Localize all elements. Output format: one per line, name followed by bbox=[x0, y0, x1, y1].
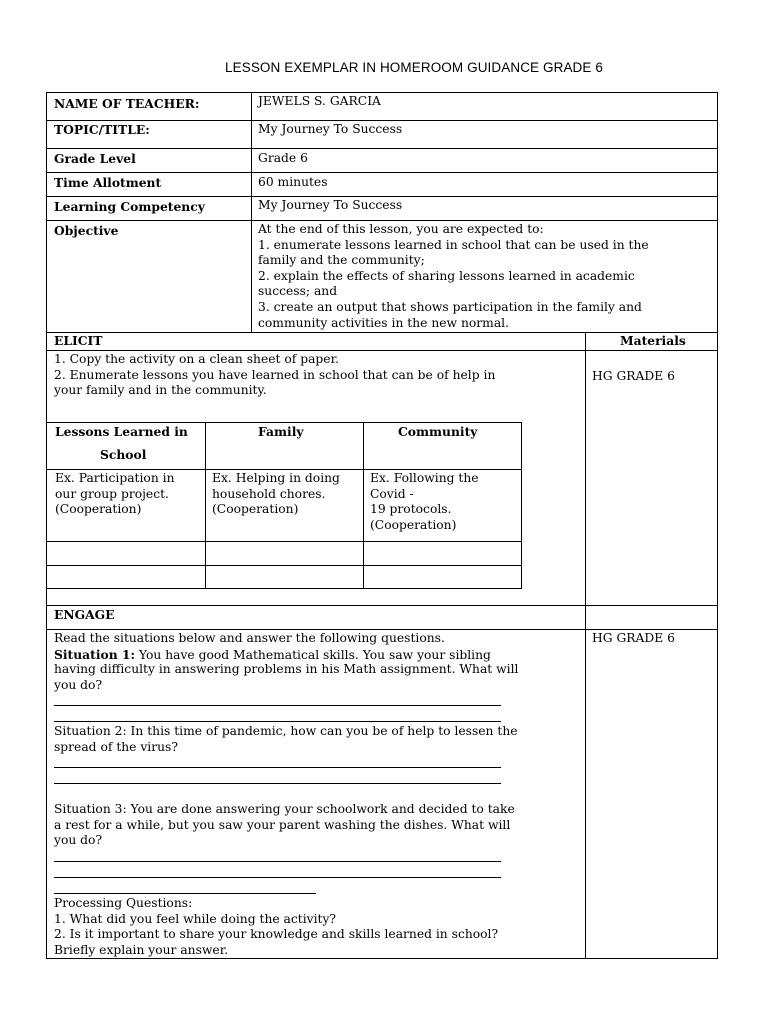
materials-col-divider bbox=[585, 332, 586, 959]
engage-materials: HG GRADE 6 bbox=[592, 631, 675, 645]
engage-header: ENGAGE bbox=[54, 607, 115, 622]
answer-line bbox=[54, 705, 501, 706]
objective-line: community activities in the new normal. bbox=[258, 315, 509, 330]
example-school: our group project. bbox=[55, 486, 169, 501]
document-title: LESSON EXEMPLAR IN HOMEROOM GUIDANCE GRADE 6 bbox=[225, 60, 603, 75]
grade-value: Grade 6 bbox=[258, 151, 308, 165]
situation-1-line: having difficulty in answering problems in his Math assignment. What will bbox=[54, 662, 519, 677]
answer-line bbox=[54, 767, 501, 768]
time-value: 60 minutes bbox=[258, 175, 328, 189]
situation-1-line: you do? bbox=[54, 677, 103, 692]
situation-3-line: Situation 3: You are done answering your schoolwork and decided to take bbox=[54, 802, 515, 816]
elicit-instruction: 1. Copy the activity on a clean sheet of paper. bbox=[54, 352, 340, 366]
answer-line bbox=[54, 893, 316, 894]
situation-1-line bbox=[54, 647, 491, 664]
activity-row-divider bbox=[46, 565, 522, 566]
header-family: Family bbox=[258, 424, 304, 439]
elicit-instruction: your family and in the community. bbox=[54, 383, 267, 398]
row-divider bbox=[46, 350, 718, 351]
materials-header: Materials bbox=[620, 333, 686, 348]
row-divider bbox=[46, 629, 718, 630]
activity-col-divider bbox=[205, 422, 206, 589]
topic-label: TOPIC/TITLE: bbox=[54, 122, 150, 137]
example-school: Ex. Participation in bbox=[55, 471, 175, 485]
row-divider bbox=[46, 196, 718, 197]
situation-1-label: Situation 1: bbox=[54, 646, 136, 662]
processing-line: Processing Questions: bbox=[54, 896, 193, 910]
situation-2-line: Situation 2: In this time of pandemic, how can you be of help to lessen the bbox=[54, 724, 518, 738]
activity-col-divider bbox=[363, 422, 364, 589]
objective-line: 3. create an output that shows participation in the family and bbox=[258, 300, 642, 314]
row-divider bbox=[46, 148, 718, 149]
topic-value: My Journey To Success bbox=[258, 122, 403, 136]
example-family: (Cooperation) bbox=[212, 502, 299, 517]
answer-line bbox=[54, 783, 501, 784]
objective-line: family and the community; bbox=[258, 253, 425, 268]
answer-line bbox=[54, 721, 501, 722]
example-family: Ex. Helping in doing bbox=[212, 471, 340, 485]
example-community: Ex. Following the bbox=[370, 471, 479, 485]
answer-line bbox=[54, 861, 501, 862]
activity-row-divider bbox=[46, 469, 522, 470]
objective-line: At the end of this lesson, you are expected to: bbox=[258, 222, 544, 236]
elicit-materials: HG GRADE 6 bbox=[592, 369, 675, 383]
processing-line: 2. Is it important to share your knowledge and skills learned in school? bbox=[54, 927, 499, 942]
info-col-divider bbox=[251, 92, 252, 333]
example-school: (Cooperation) bbox=[55, 502, 142, 517]
objective-line: 1. enumerate lessons learned in school that can be used in the bbox=[258, 237, 649, 252]
elicit-instruction: 2. Enumerate lessons you have learned in school that can be of help in bbox=[54, 367, 496, 382]
competency-label: Learning Competency bbox=[54, 199, 205, 214]
example-community: (Cooperation) bbox=[370, 517, 457, 532]
header-lessons-learned: Lessons Learned in bbox=[55, 424, 188, 439]
objective-label: Objective bbox=[54, 223, 119, 238]
competency-value: My Journey To Success bbox=[258, 198, 403, 212]
elicit-header: ELICIT bbox=[54, 333, 103, 348]
answer-line bbox=[54, 877, 501, 878]
example-family: household chores. bbox=[212, 486, 326, 501]
processing-line: Briefly explain your answer. bbox=[54, 942, 229, 957]
situation-3-line: you do? bbox=[54, 833, 103, 848]
objective-line: 2. explain the effects of sharing lessons learned in academic bbox=[258, 268, 635, 283]
engage-intro: Read the situations below and answer the following questions. bbox=[54, 631, 445, 645]
teacher-label: NAME OF TEACHER: bbox=[54, 96, 200, 111]
objective-line: success; and bbox=[258, 284, 338, 299]
row-divider bbox=[46, 605, 718, 606]
example-community: Covid - bbox=[370, 486, 414, 501]
teacher-value: JEWELS S. GARCIA bbox=[258, 94, 381, 108]
header-school: School bbox=[100, 447, 147, 462]
row-divider bbox=[46, 172, 718, 173]
example-community: 19 protocols. bbox=[370, 502, 452, 517]
row-divider bbox=[46, 220, 718, 221]
situation-3-line: a rest for a while, but you saw your parent washing the dishes. What will bbox=[54, 817, 511, 832]
activity-row-divider bbox=[46, 541, 522, 542]
time-label: Time Allotment bbox=[54, 175, 162, 190]
situation-1-text: You have good Mathematical skills. You saw your sibling bbox=[135, 647, 491, 662]
grade-label: Grade Level bbox=[54, 151, 136, 166]
situation-2-line: spread of the virus? bbox=[54, 739, 178, 754]
processing-line: 1. What did you feel while doing the activity? bbox=[54, 911, 336, 926]
row-divider bbox=[46, 120, 718, 121]
header-community: Community bbox=[398, 424, 478, 439]
